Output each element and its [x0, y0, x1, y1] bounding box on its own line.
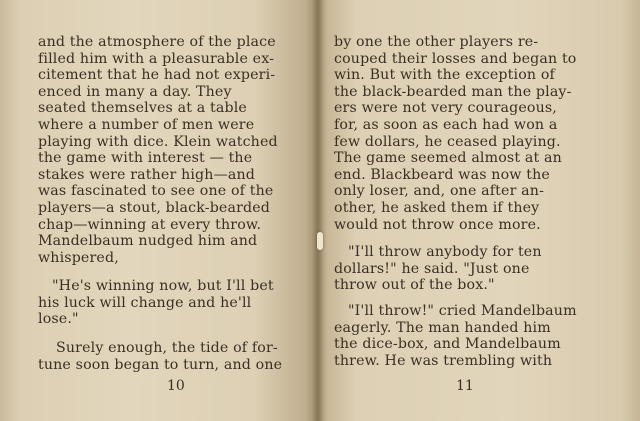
right-page: [318, 0, 640, 421]
binding-hole: [317, 232, 323, 250]
left-page: [0, 0, 318, 421]
book-gutter: [312, 0, 324, 421]
page-number-right: 11: [456, 378, 474, 394]
left-paragraph-1: and the atmosphere of the place filled him with a pleasurable ex- citement that he had not experi- enced in many a day. They seated themselves at a table where a number of men were playing with dice. Klein watched the game with interest — the stakes were rather high—and was fascinated to see one of the players—a stout, black-bearded chap—winning at every throw. Mandelbaum nudged him and whispered,: [38, 34, 278, 266]
right-paragraph-1: by one the other players re- couped their losses and began to win. But with the exception of the black-bearded man the play- ers were not very courageous, for, as soon as each had won a few dollars, he ceased playing. The game seemed almost at an end. Blackbeard was now the only loser, and, one after an- other, he asked them if they would not throw once more.: [334, 34, 577, 233]
left-paragraph-2: "He's winning now, but I'll bet his luck will change and he'll lose.": [38, 278, 274, 328]
page-number-left: 10: [167, 378, 185, 394]
left-paragraph-3: Surely enough, the tide of for- tune soon began to turn, and one: [38, 340, 283, 373]
right-paragraph-3: "I'll throw!" cried Mandelbaum eagerly. The man handed him the dice-box, and Mandelbaum threw. He was trembling with: [334, 303, 577, 369]
right-paragraph-2: "I'll throw anybody for ten dollars!" he said. "Just one throw out of the box.": [334, 244, 542, 294]
